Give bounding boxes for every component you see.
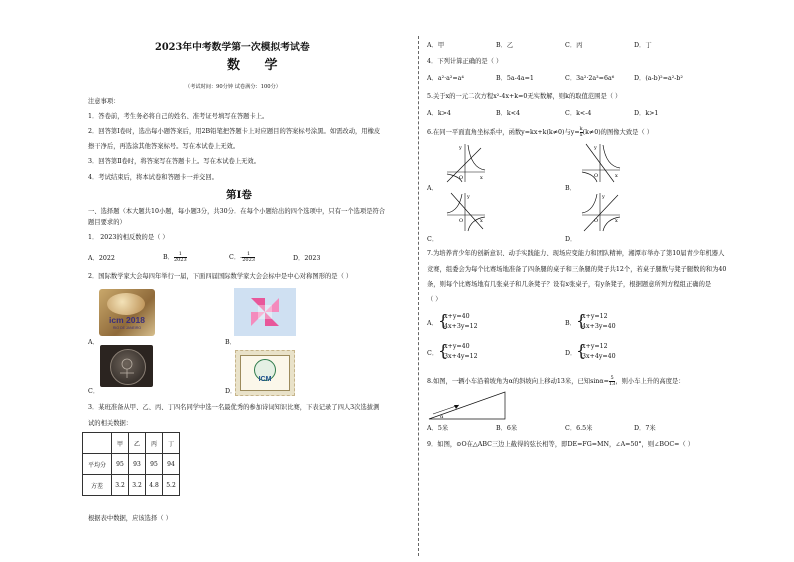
icm-2018-logo-text: icm 2018 [109, 315, 145, 325]
q4-option-a: A．a²·a²=a⁴ [427, 75, 464, 82]
q2-label-b: B． [225, 339, 236, 346]
table-cell [83, 433, 112, 454]
q1-b-numerator: 1 [178, 251, 182, 257]
column-divider [418, 36, 419, 556]
axis-x-label: x [615, 173, 618, 179]
q5-option-a: A．k>4 [427, 110, 451, 117]
q3-option-c: C．丙 [565, 42, 583, 49]
q6-graph-d [580, 191, 622, 233]
section-intro: 一、选择题（本大题共10小题，每小题3分，共30分．在每个小题给出的四个选项中，只有一个选项是符合 [88, 208, 386, 215]
q6-graph-c [445, 191, 487, 233]
note-1: 1．答卷前，考生务必将自己的姓名、准考证号填写在答题卡上。 [88, 113, 269, 120]
q1-stem: 1． 2023的相反数的是（ ） [88, 234, 169, 241]
q9-stem: 9．如图，⊙O在△ABC三边上截得的弦长相等，即DE=FG=MN，∠A=50°，则∠BOC=（ ） [427, 441, 695, 448]
q2-stem: 2．国际数学家大会每四年举行一届，下面四届国际数学家大会会标中是中心对称图形的是（ ） [88, 273, 353, 280]
table-header-row [83, 433, 180, 454]
table-cell: 3.2 [129, 475, 146, 496]
q7-text-line-1: 7.为培养青少年的创新意识、动手实践能力、现场应变能力和团队精神，湘潭市举办了第10届青少年机器人 [427, 250, 725, 257]
brace-icon: { [576, 311, 587, 330]
table-cell: 平均分 [83, 454, 112, 475]
axis-y-label: y [602, 194, 605, 200]
page-title: 2023年中考数学第一次模拟考试卷 [155, 42, 310, 53]
q1-option-b-label: B． [163, 254, 174, 261]
q8-option-a: A．5米 [427, 425, 449, 432]
q7-text-line-4: （ ） [427, 296, 442, 303]
pinwheel-icon [234, 288, 296, 336]
q8-stem-part-b: ，则小车上升的高度是： [615, 378, 685, 385]
notes-heading: 注意事项： [88, 98, 120, 105]
q1-option-a: A．2022 [88, 255, 115, 262]
q1-option-c-label: C．- [229, 254, 243, 261]
q6-fraction-numerator: k [579, 126, 583, 132]
q3-score-table [82, 432, 180, 496]
q7-text-line-2: 竞赛，组委会为每个比赛场地准备了四条腿的桌子和三条腿的凳子共12个，若桌子腿数与凳子腿数的和为40 [427, 266, 727, 273]
q5-option-b: B．k<4 [496, 110, 521, 117]
q8-option-c: C．6.5米 [565, 425, 593, 432]
table-cell: 95 [146, 454, 163, 475]
note-4: 4．考试结束后，将本试卷和答题卡一并交回。 [88, 174, 218, 181]
equation-line-2: 4x+3y=40 [582, 323, 616, 330]
q8-fraction-numerator: 5 [610, 375, 614, 381]
table-row [83, 454, 180, 475]
q3-option-d: D．丁 [634, 42, 652, 49]
origin-label: O [459, 175, 464, 181]
q6-label-a: A． [427, 185, 438, 192]
table-cell: 95 [112, 454, 129, 475]
table-cell: 甲 [112, 433, 129, 454]
q6-stem [427, 127, 653, 138]
q1-option-b-fraction [174, 252, 187, 263]
q4-stem: 4．下列计算正确的是（ ） [427, 58, 503, 65]
axis-y-label: y [459, 145, 462, 151]
icm-stamp-text: ICM [258, 376, 272, 383]
angle-alpha-label: α [440, 414, 444, 420]
equation-line-1: x+y=12 [582, 313, 608, 320]
q6-stem-part-b: (k≠0)的图像大致是（ ） [582, 129, 654, 136]
q8-fraction-denominator: 13 [608, 381, 616, 387]
subject-title: 数 学 [227, 58, 288, 73]
axis-x-label: x [615, 218, 618, 224]
q4-option-c: C．3a²·2a³=6a⁶ [565, 75, 615, 82]
icm-2018-logo [99, 289, 155, 336]
equation-line-2: 3x+4y=40 [582, 353, 616, 360]
q1-c-numerator: 1 [247, 251, 251, 257]
q8-slope-diagram [427, 388, 507, 422]
icm-stamp-logo [235, 350, 295, 396]
section-intro-cont: 题目要求的） [88, 219, 126, 226]
q1-option-b [163, 252, 187, 263]
q8-stem [427, 376, 685, 387]
brace-icon: { [438, 341, 449, 360]
q5-stem: 5.关于x的一元二次方程x²-4x+k=0无实数解，则k的取值范围是（ ） [427, 93, 622, 100]
table-cell: 5.2 [163, 475, 180, 496]
axis-y-label: y [467, 194, 470, 200]
equation-line-1: x+y=12 [582, 343, 608, 350]
q6-label-b: B． [565, 185, 576, 192]
q6-graph-b [580, 142, 622, 184]
q1-c-denominator: 2023 [242, 257, 255, 263]
q1-option-d: D．2023 [293, 255, 321, 262]
axis-y-label: y [594, 145, 597, 151]
q1-b-denominator: 2023 [173, 257, 187, 263]
equation-line-1: x+y=40 [444, 313, 470, 320]
q8-option-b: B．6米 [496, 425, 518, 432]
q7-option-c-label: C． [427, 350, 439, 357]
note-2: 2．回答第Ⅰ卷时，选出每小题答案后，用2B铅笔把答题卡上对应题目的答案标号涂黑。如需改动，用橡皮 [88, 128, 381, 135]
q8-stem-part-a: 8.如图，一辆小车沿着坡角为α的斜坡向上移动13米，已知sinα= [427, 378, 609, 385]
q6-stem-part-a: 6.在同一平面直角坐标系中，函数y=kx+k(k≠0)与y= [427, 129, 580, 136]
q3-stem-cont: 试的相关数据： [88, 420, 133, 427]
q2-label-a: A． [88, 339, 99, 346]
brace-icon: { [576, 341, 587, 360]
q7-option-d-label: D． [565, 350, 577, 357]
q7-text-line-3: 条，则每个比赛场地有几张桌子和几条凳子？设有x张桌子，有y条凳子，根据题意所列方程组正确的是 [427, 281, 712, 288]
table-cell: 3.2 [112, 475, 129, 496]
brace-icon: { [438, 311, 449, 330]
axis-x-label: x [480, 218, 483, 224]
q6-graph-a [445, 142, 487, 184]
q2-label-c: C． [88, 388, 100, 395]
table-cell: 93 [129, 454, 146, 475]
q3-tail: 根据表中数据，应该选择（ ） [88, 515, 172, 522]
equation-line-1: x+y=40 [444, 343, 470, 350]
q6-label-c: C． [427, 236, 439, 243]
q1-option-c [229, 252, 255, 263]
table-cell: 丙 [146, 433, 163, 454]
origin-label: O [459, 218, 464, 224]
note-3: 3．回答第Ⅱ卷时，将答案写在答题卡上。写在本试卷上无效。 [88, 158, 261, 165]
axis-x-label: x [480, 175, 483, 181]
note-2-cont: 擦干净后，再选涂其他答案标号。写在本试卷上无效。 [88, 143, 240, 150]
section-juan-title: 第Ⅰ卷 [226, 189, 252, 201]
table-cell: 94 [163, 454, 180, 475]
table-row [83, 475, 180, 496]
icm-2018-logo-subtext: RIO DE JANEIRO [112, 326, 142, 330]
q4-option-b: B．5a-4a=1 [496, 75, 534, 82]
q8-option-d: D．7米 [634, 425, 656, 432]
q6-fraction-denominator: x [579, 132, 583, 138]
table-cell: 乙 [129, 433, 146, 454]
q4-option-d: D．(a-b)²=a²-b² [634, 75, 683, 82]
medallion-logo [100, 345, 153, 387]
q2-label-d: D． [225, 388, 237, 395]
equation-line-2: 4x+3y=12 [444, 323, 478, 330]
exam-info: （考试时间：90分钟 试卷满分：100分） [185, 84, 281, 90]
q1-option-c-fraction [242, 252, 255, 263]
q6-label-d: D． [565, 236, 577, 243]
q7-option-b-label: B． [565, 320, 576, 327]
equation-line-2: 3x+4y=12 [444, 353, 478, 360]
pinwheel-logo [234, 288, 296, 336]
origin-label: O [594, 173, 599, 179]
q3-option-a: A．甲 [427, 42, 445, 49]
q5-option-d: D．k>1 [634, 110, 659, 117]
q7-option-a-label: A． [427, 320, 438, 327]
table-cell: 丁 [163, 433, 180, 454]
q3-option-b: B．乙 [496, 42, 514, 49]
q3-stem: 3．某班准备从甲、乙、丙、丁四名同学中选一名最优秀的参加诗词知识比赛，下表记录了四人3次选拔测 [88, 404, 380, 411]
medallion-figure-icon [100, 345, 153, 387]
origin-label: O [594, 218, 599, 224]
table-cell: 4.8 [146, 475, 163, 496]
table-cell: 方差 [83, 475, 112, 496]
q5-option-c: C．k<-4 [565, 110, 592, 117]
